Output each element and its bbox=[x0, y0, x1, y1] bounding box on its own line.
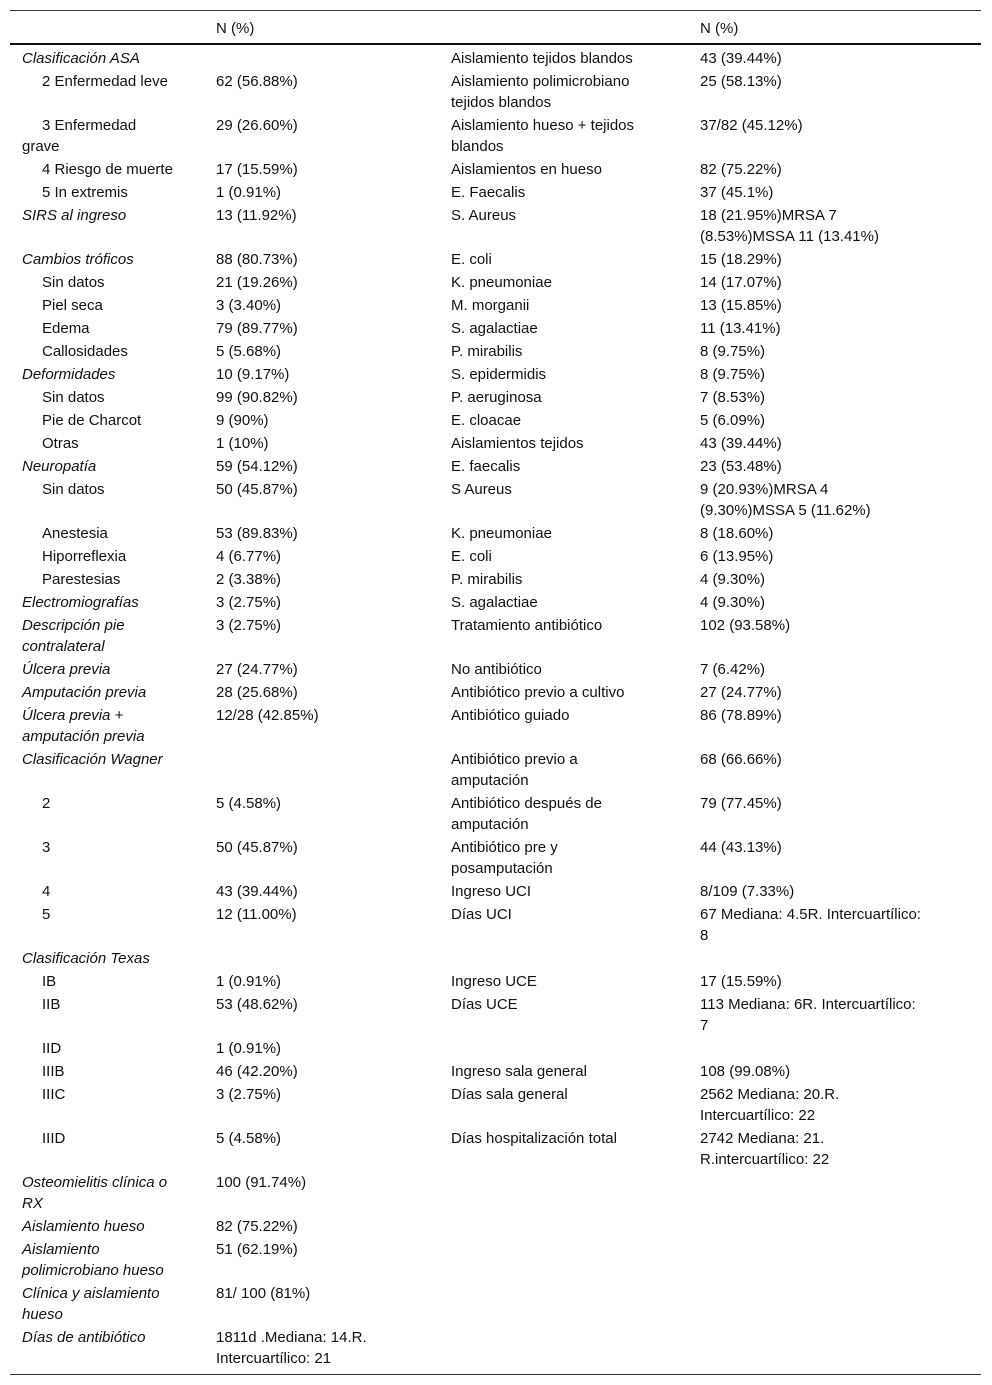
right-label-cell: S. epidermidis bbox=[451, 366, 547, 383]
left-value-cell: 2 (3.38%) bbox=[216, 571, 282, 588]
right-label-cell bbox=[451, 1038, 700, 1059]
right-value-cell: 108 (99.08%) bbox=[700, 1063, 791, 1080]
left-label-cell: Sin datos bbox=[42, 389, 105, 406]
right-value-cell: 2742 Mediana: 21. R.intercuartílico: 22 bbox=[700, 1130, 830, 1168]
table-row bbox=[10, 880, 981, 903]
right-value-cell bbox=[700, 948, 981, 969]
right-label-cell bbox=[451, 1239, 700, 1281]
right-value-cell bbox=[700, 1327, 981, 1369]
table-row bbox=[10, 704, 981, 748]
table-row bbox=[10, 568, 981, 591]
table-row bbox=[10, 792, 981, 836]
left-value-cell: 10 (9.17%) bbox=[216, 366, 290, 383]
right-label-cell: K. pneumoniae bbox=[451, 274, 552, 291]
left-value-cell: 50 (45.87%) bbox=[216, 839, 298, 856]
table-row bbox=[10, 947, 981, 970]
right-label-cell: K. pneumoniae bbox=[451, 525, 552, 542]
right-value-cell: 37 (45.1%) bbox=[700, 184, 774, 201]
right-value-cell: 27 (24.77%) bbox=[700, 684, 782, 701]
left-label-cell: IID bbox=[42, 1040, 62, 1057]
right-label-cell bbox=[451, 1172, 700, 1214]
table-row bbox=[10, 1282, 981, 1326]
table-row bbox=[10, 114, 981, 158]
right-value-cell: 7 (6.42%) bbox=[700, 661, 766, 678]
table-row bbox=[10, 455, 981, 478]
left-value-cell: 1 (10%) bbox=[216, 435, 269, 452]
left-label-cell: Neuropatía bbox=[22, 458, 97, 475]
right-value-cell: 43 (39.44%) bbox=[700, 435, 782, 452]
left-value-cell: 3 (2.75%) bbox=[216, 617, 282, 634]
left-value-cell: 100 (91.74%) bbox=[216, 1174, 307, 1191]
table-row bbox=[10, 545, 981, 568]
left-value-cell: 5 (5.68%) bbox=[216, 343, 282, 360]
table-row bbox=[10, 181, 981, 204]
table-row bbox=[10, 970, 981, 993]
table-row bbox=[10, 903, 981, 947]
right-value-cell: 86 (78.89%) bbox=[700, 707, 782, 724]
right-value-cell: 13 (15.85%) bbox=[700, 297, 782, 314]
right-value-cell: 67 Mediana: 4.5R. Intercuartílico: 8 bbox=[700, 906, 921, 944]
table-row bbox=[10, 681, 981, 704]
right-label-cell: Aislamientos en hueso bbox=[451, 161, 602, 178]
right-label-cell: Antibiótico guiado bbox=[451, 707, 570, 724]
right-label-cell: S. Aureus bbox=[451, 207, 517, 224]
left-value-cell: 99 (90.82%) bbox=[216, 389, 298, 406]
left-label-cell: 4 bbox=[42, 883, 51, 900]
left-label-cell: IIIC bbox=[42, 1086, 66, 1103]
right-label-cell: Días hospitalización total bbox=[451, 1130, 617, 1147]
left-label-cell: Días de antibiótico bbox=[22, 1329, 146, 1346]
left-value-cell: 29 (26.60%) bbox=[216, 117, 298, 134]
left-label-cell: Clasificación Texas bbox=[22, 950, 150, 967]
left-value-cell: 1 (0.91%) bbox=[216, 973, 282, 990]
right-value-cell: 4 (9.30%) bbox=[700, 571, 766, 588]
right-label-cell: Ingreso UCI bbox=[451, 883, 532, 900]
table-header bbox=[10, 11, 981, 45]
table-row bbox=[10, 47, 981, 70]
left-label-cell: Edema bbox=[42, 320, 90, 337]
left-label-cell: Úlcera previa bbox=[22, 661, 111, 678]
right-label-cell bbox=[451, 1283, 700, 1325]
right-label-cell: S Aureus bbox=[451, 481, 512, 498]
left-label-cell: Clasificación Wagner bbox=[22, 751, 163, 768]
left-label-cell: 2 bbox=[42, 795, 51, 812]
left-value-cell: 12/28 (42.85%) bbox=[216, 707, 319, 724]
right-label-cell: E. Faecalis bbox=[451, 184, 526, 201]
right-value-cell: 82 (75.22%) bbox=[700, 161, 782, 178]
right-value-cell: 2562 Mediana: 20.R. Intercuartílico: 22 bbox=[700, 1086, 840, 1124]
right-label-cell: M. morganii bbox=[451, 297, 530, 314]
table-row bbox=[10, 204, 981, 248]
right-label-cell: Antibiótico después de amputación bbox=[451, 795, 602, 833]
left-label-cell: 3 bbox=[42, 839, 51, 856]
left-value-cell: 53 (89.83%) bbox=[216, 525, 298, 542]
right-value-cell: 25 (58.13%) bbox=[700, 73, 782, 90]
table-row bbox=[10, 432, 981, 455]
right-label-cell: Tratamiento antibiótico bbox=[451, 617, 603, 634]
right-value-cell: 8/109 (7.33%) bbox=[700, 883, 795, 900]
left-value-cell: 21 (19.26%) bbox=[216, 274, 298, 291]
left-value-cell bbox=[216, 948, 451, 969]
table-row bbox=[10, 1083, 981, 1127]
left-label-cell: Aislamiento polimicrobiano hueso bbox=[22, 1241, 164, 1279]
right-value-cell: 43 (39.44%) bbox=[700, 50, 782, 67]
left-label-cell: IIB bbox=[42, 996, 61, 1013]
left-label-cell: Sin datos bbox=[42, 274, 105, 291]
table-row bbox=[10, 591, 981, 614]
right-value-cell: 8 (9.75%) bbox=[700, 343, 766, 360]
left-label-cell: Electromiografías bbox=[22, 594, 139, 611]
left-label-cell: Deformidades bbox=[22, 366, 116, 383]
right-value-cell: 14 (17.07%) bbox=[700, 274, 782, 291]
right-label-cell: Días sala general bbox=[451, 1086, 568, 1103]
left-value-cell: 5 (4.58%) bbox=[216, 1130, 282, 1147]
table-body bbox=[10, 45, 981, 1374]
table-row bbox=[10, 1127, 981, 1171]
data-table bbox=[10, 10, 981, 1375]
right-label-cell: P. mirabilis bbox=[451, 571, 523, 588]
left-value-cell: 1 (0.91%) bbox=[216, 184, 282, 201]
right-value-cell bbox=[700, 1283, 981, 1325]
left-value-cell: 62 (56.88%) bbox=[216, 73, 298, 90]
table-row bbox=[10, 1060, 981, 1083]
right-value-cell: 18 (21.95%)MRSA 7 (8.53%)MSSA 11 (13.41%) bbox=[700, 207, 879, 245]
right-value-cell: 17 (15.59%) bbox=[700, 973, 782, 990]
right-value-cell: 8 (9.75%) bbox=[700, 366, 766, 383]
left-label-cell: Parestesias bbox=[42, 571, 121, 588]
table-row bbox=[10, 158, 981, 181]
right-label-cell: P. mirabilis bbox=[451, 343, 523, 360]
right-value-cell: 68 (66.66%) bbox=[700, 751, 782, 768]
table-row bbox=[10, 748, 981, 792]
left-value-cell bbox=[216, 749, 451, 791]
table-row bbox=[10, 363, 981, 386]
right-value-cell bbox=[700, 1172, 981, 1214]
left-label-cell: Clasificación ASA bbox=[22, 50, 140, 67]
left-label-cell: Otras bbox=[42, 435, 79, 452]
right-label-cell: Antibiótico pre y posamputación bbox=[451, 839, 558, 877]
table-row bbox=[10, 386, 981, 409]
left-label-cell: Amputación previa bbox=[22, 684, 147, 701]
left-value-cell: 88 (80.73%) bbox=[216, 251, 298, 268]
left-value-cell: 4 (6.77%) bbox=[216, 548, 282, 565]
left-value-cell: 1811d .Mediana: 14.R. Intercuartílico: 21 bbox=[216, 1329, 367, 1367]
right-value-cell: 37/82 (45.12%) bbox=[700, 117, 803, 134]
left-label-cell: Callosidades bbox=[42, 343, 128, 360]
left-label-cell: Pie de Charcot bbox=[42, 412, 142, 429]
left-label-cell: Clínica y aislamiento hueso bbox=[22, 1285, 160, 1323]
right-label-cell bbox=[451, 1327, 700, 1369]
left-value-cell: 50 (45.87%) bbox=[216, 481, 298, 498]
left-value-cell: 9 (90%) bbox=[216, 412, 269, 429]
left-label-cell: IB bbox=[42, 973, 57, 990]
left-value-cell: 5 (4.58%) bbox=[216, 795, 282, 812]
table-row bbox=[10, 614, 981, 658]
left-value-cell: 1 (0.91%) bbox=[216, 1040, 282, 1057]
table-row bbox=[10, 658, 981, 681]
left-value-cell: 3 (2.75%) bbox=[216, 1086, 282, 1103]
right-label-cell: Aislamiento hueso + tejidos blandos bbox=[451, 117, 635, 155]
right-value-cell: 44 (43.13%) bbox=[700, 839, 782, 856]
table-row bbox=[10, 522, 981, 545]
right-label-cell bbox=[451, 1216, 700, 1237]
right-value-cell: 23 (53.48%) bbox=[700, 458, 782, 475]
left-label-cell: IIID bbox=[42, 1130, 66, 1147]
left-label-cell: Úlcera previa + amputación previa bbox=[22, 707, 145, 745]
left-label-cell: Descripción pie contralateral bbox=[22, 617, 125, 655]
table-row bbox=[10, 340, 981, 363]
right-value-cell: 11 (13.41%) bbox=[700, 320, 781, 337]
left-label-cell: Hiporreflexia bbox=[42, 548, 127, 565]
right-value-cell: 102 (93.58%) bbox=[700, 617, 791, 634]
right-value-cell: 5 (6.09%) bbox=[700, 412, 766, 429]
left-value-cell: 51 (62.19%) bbox=[216, 1241, 298, 1258]
left-label-cell: Piel seca bbox=[42, 297, 103, 314]
right-label-cell: Aislamiento polimicrobiano tejidos blandos bbox=[451, 73, 630, 111]
table-row bbox=[10, 248, 981, 271]
right-label-cell: Antibiótico previo a amputación bbox=[451, 751, 578, 789]
left-value-cell: 3 (2.75%) bbox=[216, 594, 282, 611]
right-value-cell: 113 Mediana: 6R. Intercuartílico: 7 bbox=[700, 996, 916, 1034]
table-row bbox=[10, 271, 981, 294]
table-row bbox=[10, 317, 981, 340]
right-label-cell: E. cloacae bbox=[451, 412, 522, 429]
table-row bbox=[10, 294, 981, 317]
right-value-cell: 4 (9.30%) bbox=[700, 594, 766, 611]
right-label-cell: Días UCI bbox=[451, 906, 512, 923]
left-value-cell: 12 (11.00%) bbox=[216, 906, 297, 923]
right-label-cell: E. coli bbox=[451, 251, 492, 268]
left-label-cell: Sin datos bbox=[42, 481, 105, 498]
right-label-cell: P. aeruginosa bbox=[451, 389, 542, 406]
left-value-cell: 79 (89.77%) bbox=[216, 320, 298, 337]
left-label-cell: 5 bbox=[42, 906, 51, 923]
right-label-cell: Antibiótico previo a cultivo bbox=[451, 684, 625, 701]
right-label-cell: Ingreso sala general bbox=[451, 1063, 587, 1080]
right-value-cell bbox=[700, 1038, 981, 1059]
right-label-cell: S. agalactiae bbox=[451, 594, 538, 611]
table-row bbox=[10, 1171, 981, 1215]
left-label-cell: 5 In extremis bbox=[42, 184, 128, 201]
right-label-cell bbox=[451, 948, 700, 969]
left-label-cell: Aislamiento hueso bbox=[22, 1218, 145, 1235]
left-label-cell: IIIB bbox=[42, 1063, 65, 1080]
right-label-cell: E. coli bbox=[451, 548, 492, 565]
left-value-cell: 27 (24.77%) bbox=[216, 661, 298, 678]
left-label-cell: SIRS al ingreso bbox=[22, 207, 127, 224]
right-label-cell: Aislamiento tejidos blandos bbox=[451, 50, 633, 67]
right-label-cell: E. faecalis bbox=[451, 458, 521, 475]
left-label-cell: 2 Enfermedad leve bbox=[42, 73, 168, 90]
left-value-cell: 46 (42.20%) bbox=[216, 1063, 298, 1080]
table-row bbox=[10, 993, 981, 1037]
right-value-cell bbox=[700, 1239, 981, 1281]
right-value-cell bbox=[700, 1216, 981, 1237]
right-value-cell: 9 (20.93%)MRSA 4 (9.30%)MSSA 5 (11.62%) bbox=[700, 481, 871, 519]
left-value-cell: 81/ 100 (81%) bbox=[216, 1285, 311, 1302]
right-value-cell: 7 (8.53%) bbox=[700, 389, 766, 406]
left-value-cell: 53 (48.62%) bbox=[216, 996, 298, 1013]
right-label-cell: Aislamientos tejidos bbox=[451, 435, 584, 452]
left-value-cell: 28 (25.68%) bbox=[216, 684, 298, 701]
left-value-cell: 82 (75.22%) bbox=[216, 1218, 298, 1235]
right-label-cell: No antibiótico bbox=[451, 661, 542, 678]
right-value-cell: 15 (18.29%) bbox=[700, 251, 782, 268]
table-row bbox=[10, 70, 981, 114]
left-value-cell: 17 (15.59%) bbox=[216, 161, 298, 178]
right-label-cell: Días UCE bbox=[451, 996, 518, 1013]
table-row bbox=[10, 478, 981, 522]
right-value-cell: 8 (18.60%) bbox=[700, 525, 774, 542]
right-value-cell: 6 (13.95%) bbox=[700, 548, 774, 565]
left-label-cell: Osteomielitis clínica o RX bbox=[22, 1174, 168, 1212]
table-row bbox=[10, 836, 981, 880]
table-row bbox=[10, 1326, 981, 1370]
left-value-cell bbox=[216, 48, 451, 69]
right-value-cell: 79 (77.45%) bbox=[700, 795, 782, 812]
table-row bbox=[10, 1037, 981, 1060]
table-row bbox=[10, 1238, 981, 1282]
table-row bbox=[10, 1215, 981, 1238]
left-value-cell: 59 (54.12%) bbox=[216, 458, 298, 475]
table-row bbox=[10, 409, 981, 432]
left-label-cell: Cambios tróficos bbox=[22, 251, 134, 268]
header-right-n: N (%) bbox=[700, 19, 739, 37]
left-label-cell: 4 Riesgo de muerte bbox=[42, 161, 173, 178]
left-value-cell: 13 (11.92%) bbox=[216, 207, 297, 224]
left-value-cell: 43 (39.44%) bbox=[216, 883, 298, 900]
right-label-cell: S. agalactiae bbox=[451, 320, 538, 337]
right-label-cell: Ingreso UCE bbox=[451, 973, 537, 990]
left-value-cell: 3 (3.40%) bbox=[216, 297, 282, 314]
header-left-n: N (%) bbox=[216, 19, 255, 37]
left-label-cell: 3 Enfermedad grave bbox=[22, 117, 137, 155]
left-label-cell: Anestesia bbox=[42, 525, 108, 542]
